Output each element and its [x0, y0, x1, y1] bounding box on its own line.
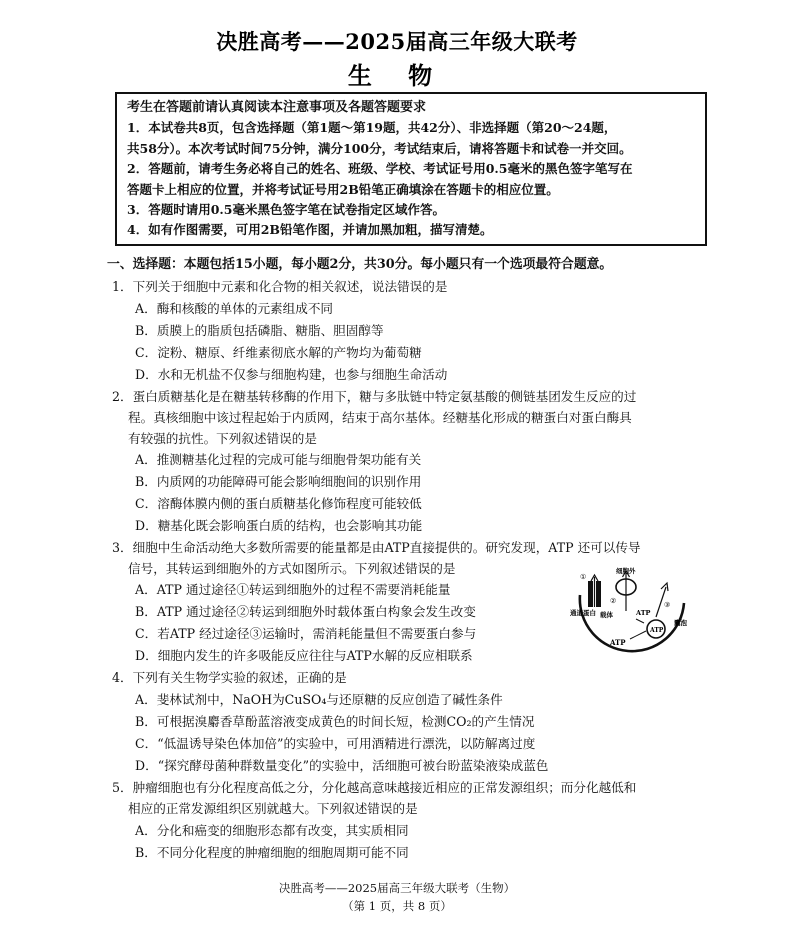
- footer-page-number: （第 1 页，共 8 页）: [342, 899, 452, 913]
- notice-line: 答题卡上相应的位置，并将考试证号用2B铅笔正确填涂在答题卡的相应位置。: [127, 181, 559, 197]
- question-3-stem-line: 信号，其转运到细胞外的方式如图所示。下列叙述错误的是: [128, 561, 456, 576]
- question-2-stem-line: 程。真核细胞中该过程起始于内质网，结束于高尔基体。经糖基化形成的糖蛋白对蛋白酶具: [128, 410, 632, 425]
- notice-line: 4．如有作图需要，可用2B铅笔作图，并请加黑加粗，描写清楚。: [127, 222, 493, 238]
- atp-to-vesicle-arrow-2: [636, 619, 644, 623]
- notice-box: [115, 92, 707, 246]
- figure-label-outside: 细胞外: [616, 567, 636, 575]
- question-2-option-c: C．溶酶体膜内侧的蛋白质糖基化修饰程度可能较低: [135, 496, 422, 511]
- question-4-stem: 4．下列有关生物学实验的叙述，正确的是: [112, 670, 347, 685]
- footer-title: 决胜高考——2025届高三年级大联考（生物）: [278, 881, 516, 895]
- question-2-option-b: B．内质网的功能障碍可能会影响细胞间的识别作用: [135, 474, 422, 489]
- figure-label-route-3: ③: [664, 601, 671, 609]
- figure-label-carrier: 载体: [600, 611, 613, 619]
- subject-title: 生 物: [347, 61, 447, 90]
- question-3-option-b: B．ATP 通过途径②转运到细胞外时载体蛋白构象会发生改变: [135, 604, 476, 619]
- figure-label-route-1: ①: [580, 573, 587, 581]
- question-5-stem-line: 相应的正常发源组织区别就越大。下列叙述错误的是: [128, 801, 418, 816]
- exam-title: 决胜高考——2025届高三年级大联考: [216, 29, 578, 54]
- question-3-option-d: D．细胞内发生的许多吸能反应往往与ATP水解的反应相联系: [135, 648, 473, 663]
- question-1-option-a: A．酶和核酸的单体的元素组成不同: [135, 301, 334, 316]
- question-1-option-c: C．淀粉、糖原、纤维素彻底水解的产物均为葡萄糖: [135, 345, 422, 360]
- question-2-stem-line: 2．蛋白质糖基化是在糖基转移酶的作用下，糖与多肽链中特定氨基酸的侧链基团发生反应的过: [112, 389, 637, 404]
- question-4-option-b: B．可根据溴麝香草酚蓝溶液变成黄色的时间长短，检测CO₂的产生情况: [135, 714, 535, 729]
- question-5-stem-line: 5．肿瘤细胞也有分化程度高低之分，分化越高意味越接近相应的正常发源组织；而分化越低和: [112, 780, 637, 795]
- figure-label-atp-top: ATP: [636, 609, 651, 617]
- question-3-option-a: A．ATP 通过途径①转运到细胞外的过程不需要消耗能量: [135, 582, 451, 597]
- question-5-option-a: A．分化和癌变的细胞形态都有改变，其实质相同: [135, 823, 409, 838]
- figure-label-route-2: ②: [610, 597, 617, 605]
- question-2-stem-line: 有较强的抗性。下列叙述错误的是: [128, 431, 317, 446]
- question-1-option-b: B．质膜上的脂质包括磷脂、糖脂、胆固醇等: [135, 323, 384, 338]
- notice-heading: 考生在答题前请认真阅读本注意事项及各题答题要求: [127, 100, 427, 115]
- figure-label-atp-inside: ATP: [610, 638, 626, 647]
- notice-line: 1．本试卷共8页，包含选择题（第1题～第19题，共42分）、非选择题（第20～24题，: [127, 120, 617, 136]
- atp-transport-figure: [570, 567, 690, 667]
- question-1-option-d: D．水和无机盐不仅参与细胞构建，也参与细胞生命活动: [135, 367, 448, 382]
- question-4-option-d: D．“探究酵母菌种群数量变化”的实验中，活细胞可被台盼蓝染液染成蓝色: [135, 758, 549, 773]
- question-1-stem: 1．下列关于细胞中元素和化合物的相关叙述，说法错误的是: [112, 279, 448, 294]
- section-heading: 一、选择题：本题包括15小题，每小题2分，共30分。每小题只有一个选项最符合题意。: [107, 257, 613, 272]
- question-3-option-c: C．若ATP 经过途径③运输时，需消耗能量但不需要蛋白参与: [135, 626, 477, 641]
- channel-protein-part: [596, 581, 601, 607]
- channel-protein-part: [588, 581, 593, 607]
- question-3-stem-line: 3．细胞中生命活动绝大多数所需要的能量都是由ATP直接提供的。研究发现，ATP 还可以传导: [112, 540, 641, 555]
- notice-line: 共58分）。本次考试时间75分钟，满分100分，考试结束后，请将答题卡和试卷一并交回。: [127, 140, 632, 156]
- figure-label-vesicle: 囊泡: [674, 619, 687, 627]
- question-4-option-a: A．斐林试剂中，NaOH为CuSO₄与还原糖的反应创造了碱性条件: [135, 692, 503, 707]
- figure-label-atp-vesicle: ATP: [650, 627, 664, 634]
- question-2-option-d: D．糖基化既会影响蛋白质的结构，也会影响其功能: [135, 518, 423, 533]
- question-2-option-a: A．推测糖基化过程的完成可能与细胞骨架功能有关: [135, 452, 422, 467]
- question-5-option-b: B．不同分化程度的肿瘤细胞的细胞周期可能不同: [135, 845, 409, 860]
- question-4-option-c: C．“低温诱导染色体加倍”的实验中，可用酒精进行漂洗，以防解离过度: [135, 736, 536, 751]
- notice-line: 2．答题前，请考生务必将自己的姓名、班级、学校、考试证号用0.5毫米的黑色签字笔写在: [127, 161, 633, 177]
- figure-label-channel: 通道蛋白: [570, 609, 596, 617]
- atp-to-vesicle-arrow: [630, 631, 646, 639]
- notice-line: 3．答题时请用0.5毫米黑色签字笔在试卷指定区域作答。: [127, 202, 445, 218]
